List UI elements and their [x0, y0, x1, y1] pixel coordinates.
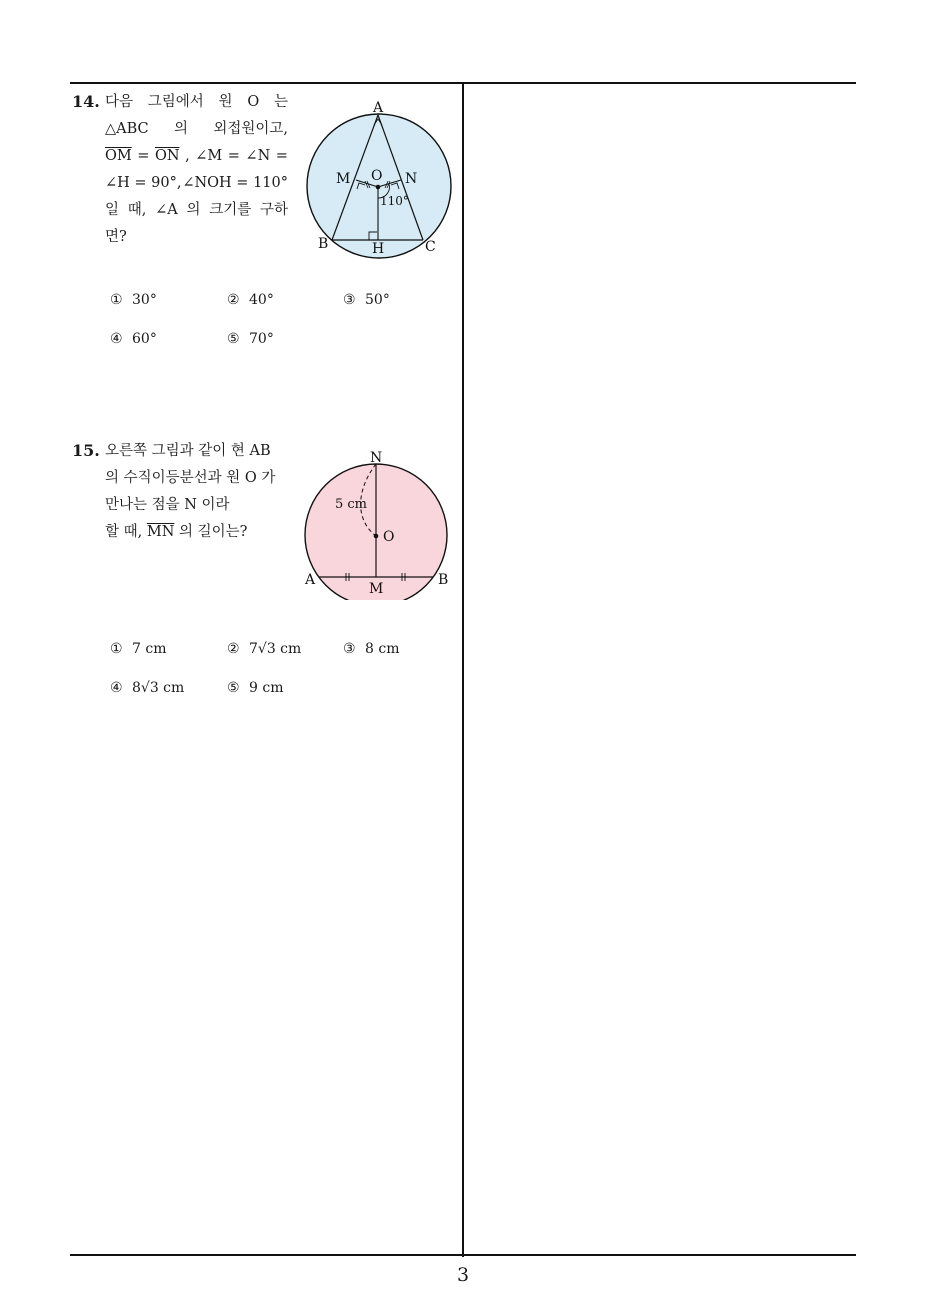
- stem-line: 일 때, ∠A 의 크기를 구하: [105, 202, 288, 218]
- question-14-number: 14.: [72, 92, 100, 111]
- stem-line: 의 수직이등분선과 원 O 가: [105, 470, 276, 486]
- label-a: A: [373, 100, 384, 116]
- choice-14-4[interactable]: ④ 60°: [110, 331, 157, 347]
- label-radius: 5 cm: [335, 497, 368, 512]
- choice-14-1[interactable]: ① 30°: [110, 292, 157, 308]
- choice-15-5[interactable]: ⑤ 9 cm: [227, 680, 284, 696]
- label-a: A: [305, 572, 316, 588]
- stem-line: 할 때, $\overline{MN}$ 의 길이는?: [105, 524, 248, 540]
- choice-14-3[interactable]: ③ 50°: [343, 292, 390, 308]
- stem-line: 오른쪽 그림과 같이 현 AB: [105, 443, 271, 459]
- choice-15-2[interactable]: ② 7√3 cm: [227, 641, 302, 657]
- choice-14-2[interactable]: ② 40°: [227, 292, 274, 308]
- page-number: 3: [456, 1264, 470, 1286]
- question-14-figure: [300, 98, 460, 263]
- label-m: M: [369, 581, 384, 597]
- question-15-stem: [105, 438, 295, 546]
- label-o: O: [383, 529, 395, 545]
- stem-line: ∠H = 90°, ∠NOH = 110°: [105, 175, 288, 191]
- label-m: M: [336, 171, 351, 187]
- center-point: [376, 185, 381, 190]
- label-o: O: [371, 168, 383, 184]
- question-15-number: 15.: [72, 441, 100, 460]
- stem-line: 만나는 점을 N 이라: [105, 497, 230, 513]
- column-divider: [462, 82, 464, 1257]
- label-h: H: [372, 241, 385, 257]
- choice-15-4[interactable]: ④ 8√3 cm: [110, 680, 185, 696]
- label-n: N: [405, 171, 418, 187]
- choice-15-1[interactable]: ① 7 cm: [110, 641, 167, 657]
- label-angle-110: 110°: [380, 194, 409, 208]
- label-b: B: [438, 572, 449, 588]
- label-c: C: [425, 239, 436, 255]
- label-n: N: [370, 450, 383, 466]
- stem-line: 면?: [105, 229, 127, 245]
- stem-line: △ABC 의 외접원이고,: [105, 121, 288, 137]
- stem-line: 다음 그림에서 원 O 는: [105, 94, 288, 110]
- label-b: B: [318, 236, 329, 252]
- question-14-stem: [105, 89, 288, 251]
- choice-15-3[interactable]: ③ 8 cm: [343, 641, 400, 657]
- choice-14-5[interactable]: ⑤ 70°: [227, 331, 274, 347]
- stem-line: $\overline{OM}$ = $\overline{ON}$ , ∠M = ∠N =: [105, 148, 288, 164]
- question-15-figure: [300, 445, 460, 600]
